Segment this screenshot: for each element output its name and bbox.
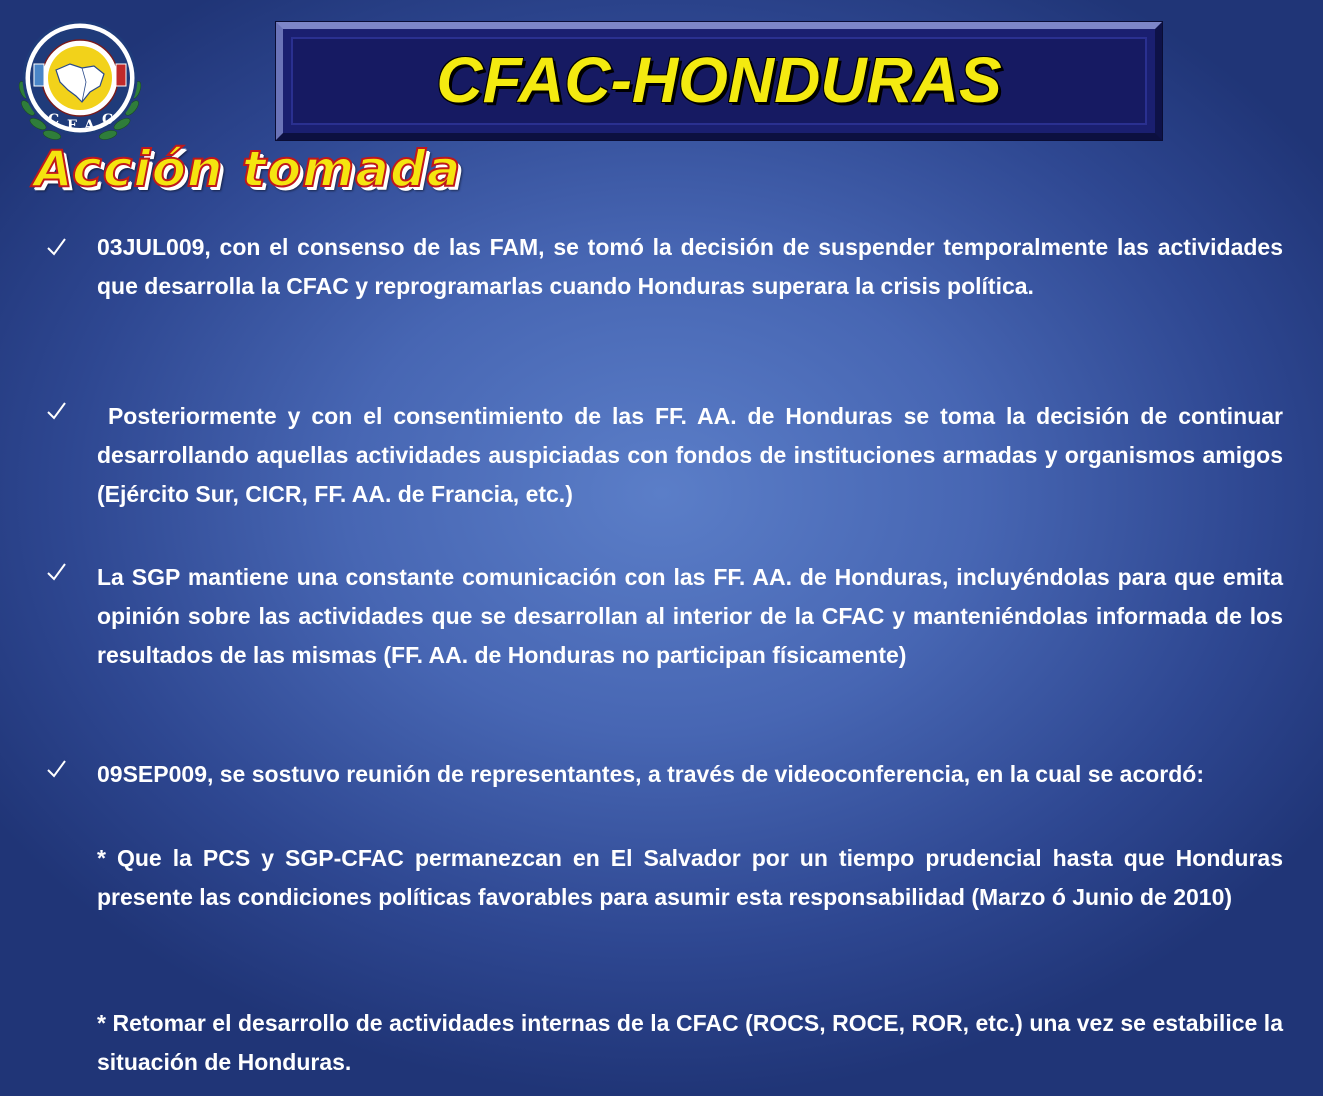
checkmark-icon [45,758,67,780]
title-banner [276,22,1162,140]
page-title: CFAC-HONDURAS [436,44,1002,116]
svg-text:A: A [84,118,95,134]
bullet-item [97,228,1283,306]
bullet-text: 09SEP009, se sostuvo reunión de representantes, a través de videoconferencia, en la cual se acordó: [97,761,1205,787]
sub-item: * Retomar el desarrollo de actividades internas de la CFAC (ROCS, ROCE, ROR, etc.) una vez se estabilice la situación de Honduras. [97,1010,1283,1075]
bullet-item [97,397,1290,514]
bullet-item [97,755,1283,794]
checkmark-icon [45,236,67,258]
checkmark-icon [45,400,67,422]
cfac-logo [12,12,148,148]
sub-item: * Que la PCS y SGP-CFAC permanezcan en El Salvador por un tiempo prudencial hasta que Honduras presente las condiciones políticas favorables para asumir esta responsabilidad (Marzo ó Junio de 2010) [97,845,1283,910]
bullet-text: La SGP mantiene una constante comunicación con las FF. AA. de Honduras, incluyéndolas para que emita opinión sobre las actividades que se desarrollan al interior de la CFAC y manteniéndolas informada de los resultados de las mismas (FF. AA. de Honduras no participan físicamente) [97,564,1283,668]
checkmark-icon [45,561,67,583]
bullet-item [97,558,1283,675]
svg-text:F: F [67,118,77,134]
section-heading: Acción tomada [34,140,462,198]
svg-text:C: C [102,112,114,128]
svg-text:C: C [48,112,60,128]
bullet-text: Posteriormente y con el consentimiento de las FF. AA. de Honduras se toma la decisión de continuar desarrollando aquellas actividades auspiciadas con fondos de instituciones armadas y organismos amigos (Ejército Sur, CICR, FF. AA. de Francia, etc.) [97,403,1290,507]
bullet-text: 03JUL009, con el consenso de las FAM, se tomó la decisión de suspender temporalmente las actividades que desarrolla la CFAC y reprogramarlas cuando Honduras superara la crisis política. [97,234,1283,299]
